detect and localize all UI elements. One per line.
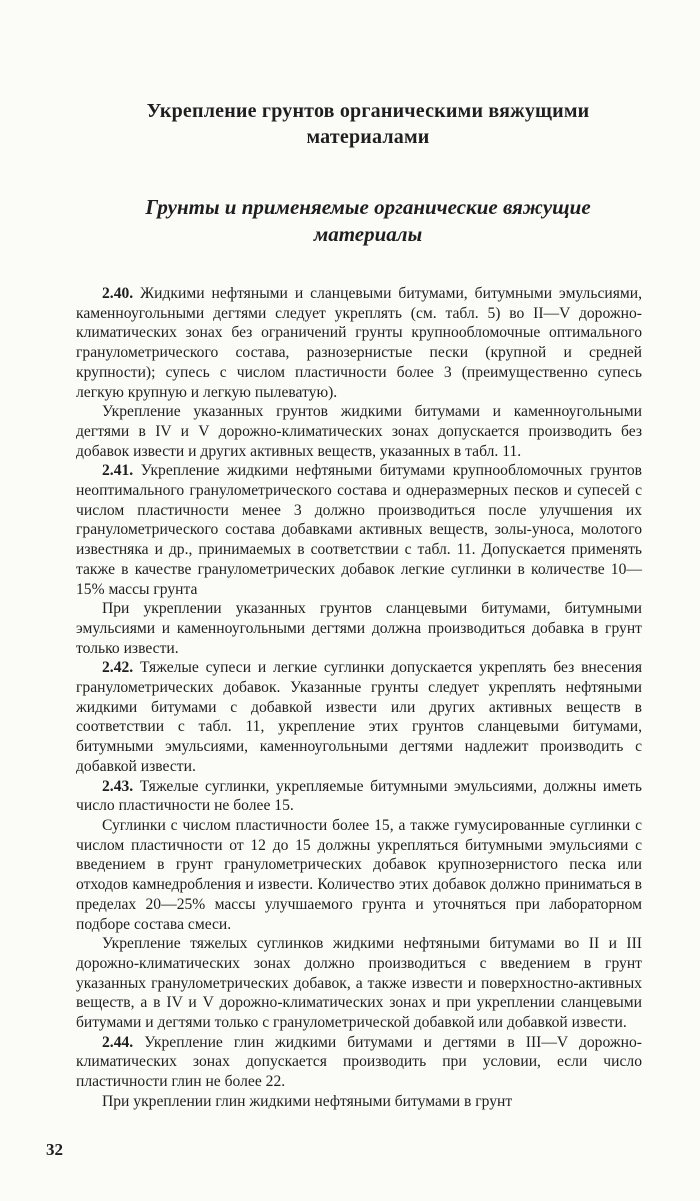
body-text: [76, 284, 642, 1112]
clause-number: 2.42.: [102, 659, 134, 677]
paragraph-text: Укрепление глин жидкими битумами и дегтями в III—V дорожно-климатических зонах допускается производить при условии, если число пластичности глин не более 22.: [76, 1033, 642, 1091]
clause-number: 2.41.: [102, 462, 134, 480]
paragraph-2-43: [76, 777, 642, 816]
paragraph-text: Суглинки с числом пластичности более 15, а также гумусированные суглинки с числом пластичности от 12 до 15 должны укрепляться битумными эмульсиями с введением в грунт гранулометрических добавок крупнозернистого песка или отходов камнедробления и извести. Количество этих добавок должно приниматься в пределах 20—25% массы улучшаемого грунта и уточняться при лабораторном подборе состава смеси.: [76, 816, 642, 933]
paragraph-text: При укреплении глин жидкими нефтяными битумами в грунт: [102, 1092, 513, 1110]
section-title: Укрепление грунтов органическими вяжущими материалами: [146, 100, 590, 148]
paragraph-2-41: [76, 461, 642, 599]
paragraph: [76, 934, 642, 1033]
paragraph: [76, 599, 642, 658]
paragraph: [76, 402, 642, 461]
paragraph: [76, 816, 642, 934]
page-number: 32: [46, 1140, 63, 1159]
paragraph-text: При укреплении указанных грунтов сланцевыми битумами, битумными эмульсиями и каменноугольными дегтями должна производиться добавка в грунт только извести.: [76, 600, 642, 657]
clause-number: 2.43.: [102, 777, 134, 795]
clause-number: 2.44.: [102, 1033, 134, 1051]
subsection-title: Грунты и применяемые органические вяжущие материалы: [145, 195, 591, 246]
paragraph-text: Укрепление указанных грунтов жидкими битумами и каменноугольными дегтями в IV и V дорожно-климатических зонах допускается производить без добавок извести и других активных веществ, указанных в табл. 11.: [76, 403, 642, 460]
paragraph-text: Тяжелые суглинки, укрепляемые битумными эмульсиями, должны иметь число пластичности не более 15.: [76, 777, 642, 815]
paragraph-text: Жидкими нефтяными и сланцевыми битумами, битумными эмульсиями, каменноугольными дегтями следует укреплять (см. табл. 5) во II—V дорожно-климатических зонах без ограничений грунты крупнообломочные оптимального гранулометрического состава, разнозернистые пески (крупной и средней крупности); супесь с числом пластичности более 3 (преимущественно супесь легкую крупную и легкую пылеватую).: [76, 285, 642, 401]
paragraph-text: Тяжелые супеси и легкие суглинки допускается укреплять без внесения гранулометрических добавок. Указанные грунты следует укреплять нефтяными жидкими битумами с добавкой извести или других активных веществ в соответствии с табл. 11, укрепление этих грунтов сланцевыми битумами, битумными эмульсиями, каменноугольными дегтями надлежит производить с добавкой извести.: [76, 659, 642, 775]
paragraph-2-44: [76, 1033, 642, 1092]
paragraph-text: Укрепление жидкими нефтяными битумами крупнообломочных грунтов неоптимального гранулометрического состава и однеразмерных песков и супесей с числом пластичности менее 3 должно производиться после улучшения их гранулометрического состава добавками активных веществ, золы-уноса, молотого известняка и др., принимаемых в соответствии с табл. 11. Допускается применять также в качестве гранулометрических добавок легкие суглинки в количестве 10—15% массы грунта: [76, 462, 642, 598]
paragraph-text: Укрепление тяжелых суглинков жидкими нефтяными битумами во II и III дорожно-климатических зонах должно производиться с введением в грунт указанных гранулометрических добавок, а также извести и поверхностно-активных веществ, а в IV и V дорожно-климатических зонах и при укреплении сланцевыми битумами и дегтями только с гранулометрической добавкой или добавкой извести.: [76, 935, 642, 1032]
paragraph: [76, 1092, 642, 1112]
paragraph-2-42: [76, 658, 642, 776]
clause-number: 2.40.: [102, 285, 134, 302]
paragraph-2-40: [76, 284, 642, 402]
